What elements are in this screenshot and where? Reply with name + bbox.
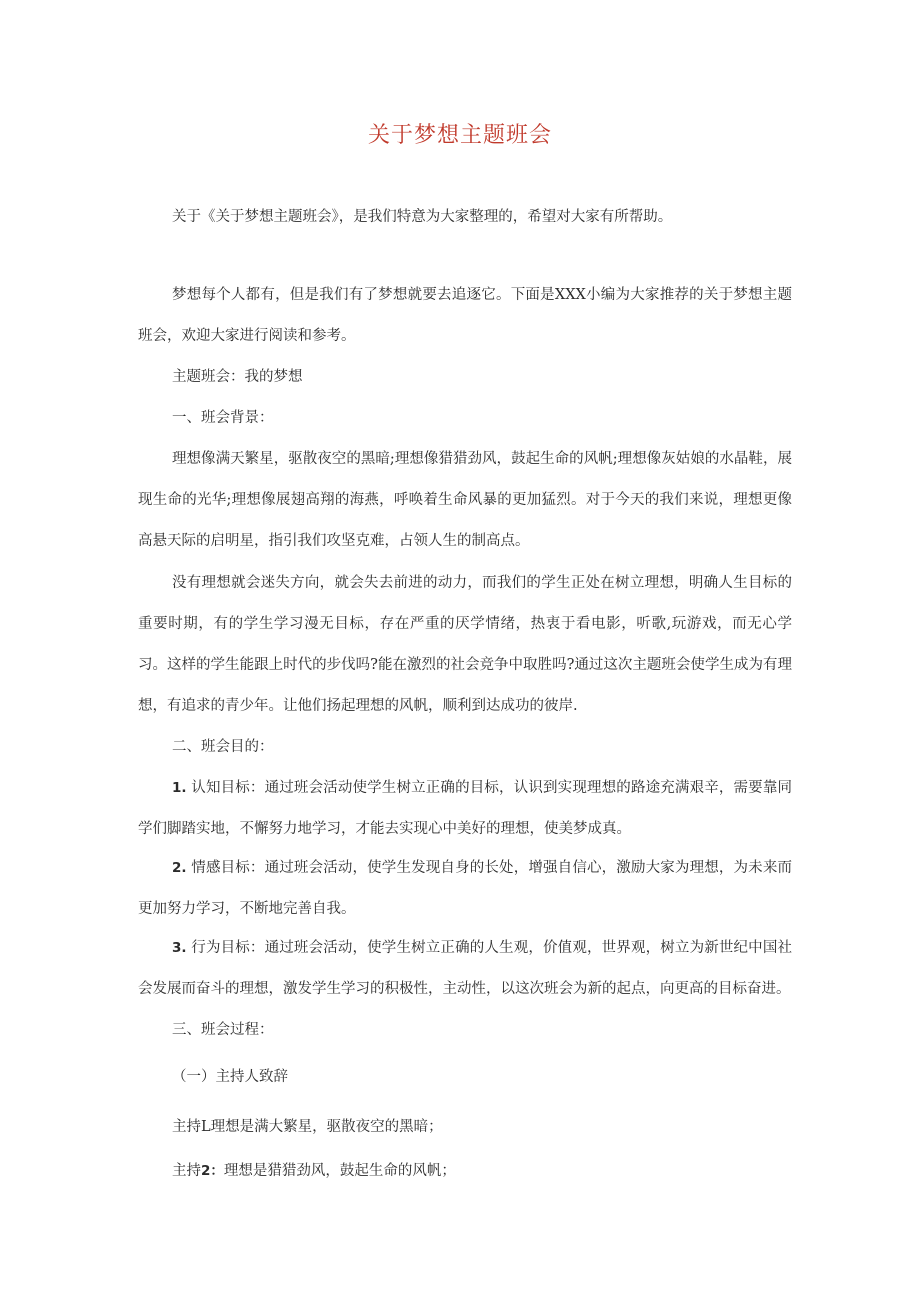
section-heading-purpose: 二、班会目的： <box>172 739 274 755</box>
section-heading-background: 一、班会背景： <box>172 410 274 426</box>
theme-line: 主题班会：我的梦想 <box>172 369 303 385</box>
paragraph-background-1: 理想像满天繁星，驱散夜空的黑暗;理想像猎猎劲风，鼓起生命的风帆;理想像灰姑娘的水晶鞋，展现生命的光华;理想像展翅高翔的海燕，呼唤着生命风暴的更加猛烈。对于今天的我们来说，理想更像高悬天际的启明星，指引我们攻坚克难，占领人生的制高点。 <box>138 451 792 549</box>
host-line-1: 主持L理想是满大繁星，驱散夜空的黑暗； <box>172 1119 443 1135</box>
goal-number-1: 1. <box>172 780 187 796</box>
goal-number-3: 3. <box>172 940 187 956</box>
host-line-2-text: 理想是猎猎劲风，鼓起生命的风帆； <box>223 1163 456 1179</box>
goal-text-2: 情感目标：通过班会活动，使学生发现自身的长处，增强自信心，激励大家为理想，为未来而更加努力学习，不断地完善自我。 <box>138 860 792 917</box>
goal-item-3 <box>138 928 792 1010</box>
goal-text-3: 行为目标：通过班会活动，使学生树立正确的人生观，价值观，世界观，树立为新世纪中国社会发展而奋斗的理想，激发学生学习的积极性，主动性，以这次班会为新的起点，向更高的目标奋进。 <box>138 940 792 997</box>
goal-item-1 <box>138 768 792 850</box>
goal-text-1: 认知目标：通过班会活动使学生树立正确的目标，认识到实现理想的路途充满艰辛，需要靠同学们脚踏实地，不懈努力地学习，才能去实现心中美好的理想，使美梦成真。 <box>138 780 792 837</box>
document-title: 关于梦想主题班会 <box>367 123 552 148</box>
goal-item-2 <box>138 848 792 930</box>
paragraph-background-2: 没有理想就会迷失方向，就会失去前进的动力，而我们的学生正处在树立理想，明确人生目标的重要时期，有的学生学习漫无目标，存在严重的厌学情绪，热衷于看电影，听歌,玩游戏，而无心学习。这样的学生能跟上时代的步伐吗?能在激烈的社会竞争中取胜吗?通过这次主题班会使学生成为有理想，有追求的青少年。让他们扬起理想的风帆，顺利到达成功的彼岸. <box>138 575 792 714</box>
goal-number-2: 2. <box>172 860 187 876</box>
paragraph-opening: 梦想每个人都有，但是我们有了梦想就要去追逐它。下面是XXX小编为大家推荐的关于梦想主题班会，欢迎大家进行阅读和参考。 <box>138 287 792 344</box>
intro-paragraph: 关于《关于梦想主题班会》，是我们特意为大家整理的，希望对大家有所帮助。 <box>172 209 673 225</box>
subheading-host-speech: （一）主持人致辞 <box>172 1069 288 1085</box>
host-line-2 <box>138 1151 792 1192</box>
host-line-2-label: 主持 <box>172 1163 201 1179</box>
section-heading-process: 三、班会过程： <box>172 1022 274 1038</box>
host-line-2-number: 2： <box>201 1163 224 1179</box>
